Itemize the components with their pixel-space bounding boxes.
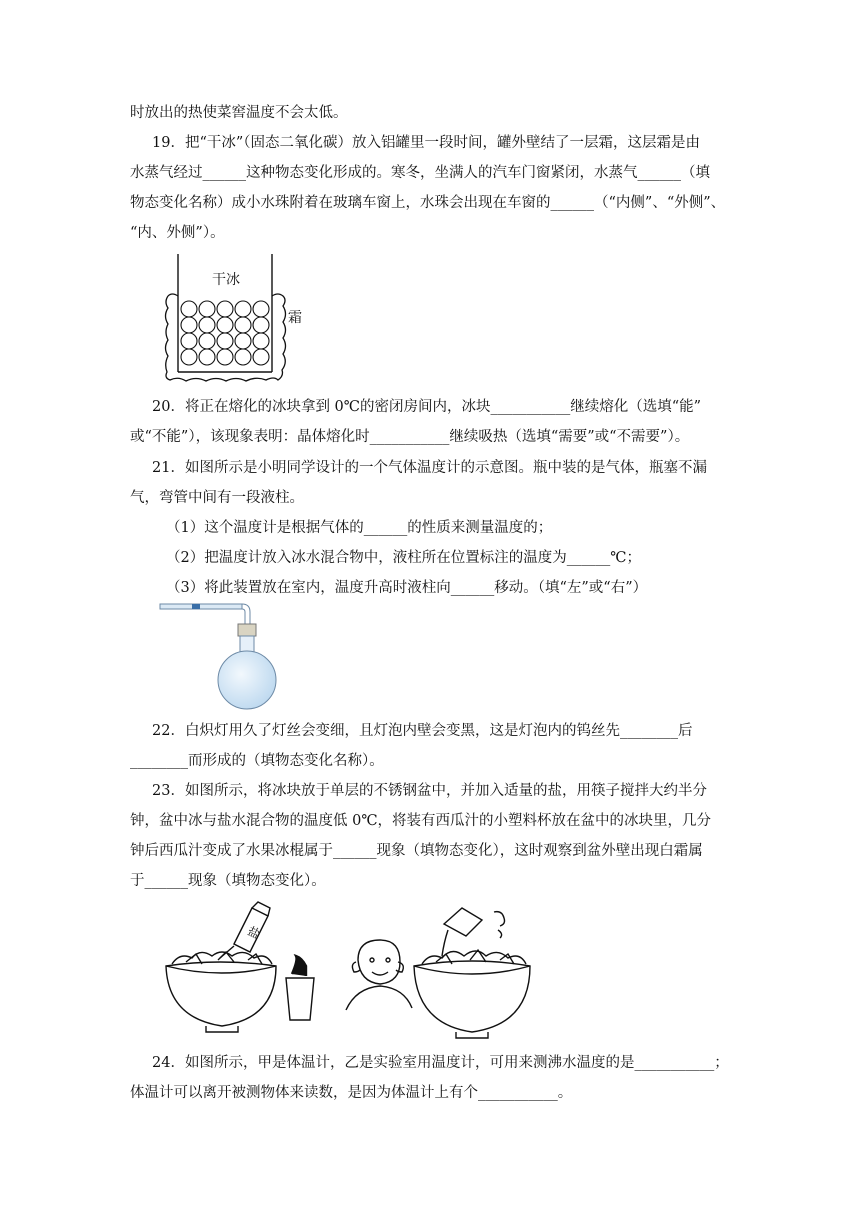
q19-line-4: “内、外侧”）。 [130, 225, 225, 241]
q19-line-2: 水蒸气经过______这种物态变化形成的。寒冬，坐满人的汽车门窗紧闭，水蒸气______（填 [130, 165, 710, 181]
q20-line-1: 20．将正在熔化的冰块拿到 0℃的密闭房间内，冰块___________继续熔化（选填“能” [152, 399, 702, 415]
q19-line-1: 19．把“干冰”（固态二氧化碳）放入铝罐里一段时间，罐外壁结了一层霜，这层霜是由 [152, 135, 701, 151]
q21-line-2: 气，弯管中间有一段液柱。 [130, 490, 304, 506]
q22-line-2: ________而形成的（填物态变化名称）。 [130, 753, 384, 769]
q19-line-3: 物态变化名称）成小水珠附着在玻璃车窗上，水珠会出现在车窗的______（“内侧”、“外侧”、 [130, 195, 726, 211]
dry-ice-can-figure [160, 252, 320, 392]
ice-basin-figure [160, 900, 540, 1040]
salt-label: 盐 [245, 923, 263, 942]
q23-line-2: 钟，盆中冰与盐水混合物的温度低 0℃，将装有西瓜汁的小塑料杯放在盆中的冰块里，几分 [130, 813, 712, 829]
gas-thermometer-figure [158, 600, 298, 712]
q20-line-2: 或“不能”），该现象表明：晶体熔化时___________继续吸热（选填“需要”或“不需要”）。 [130, 429, 690, 445]
q24-line-1: 24．如图所示，甲是体温计，乙是实验室用温度计，可用来测沸水温度的是___________； [152, 1055, 729, 1071]
q23-line-4: 于______现象（填物态变化）。 [130, 873, 326, 889]
dry-ice-label: 干冰 [212, 272, 240, 288]
q24-line-2: 体温计可以离开被测物体来读数，是因为体温计上有个___________。 [130, 1085, 573, 1101]
q21-sub-3: （3）将此装置放在室内，温度升高时液柱向______移动。（填“左”或“右”） [166, 580, 648, 596]
q22-line-1: 22．白炽灯用久了灯丝会变细，且灯泡内壁会变黑，这是灯泡内的钨丝先________后 [152, 723, 693, 739]
q23-line-3: 钟后西瓜汁变成了水果冰棍属于______现象（填物态变化），这时观察到盆外壁出现白霜属 [130, 843, 703, 859]
left-bowl-illustration [166, 952, 276, 1032]
q23-line-1: 23．如图所示，将冰块放于单层的不锈钢盆中，并加入适量的盐，用筷子搅拌大约半分 [152, 783, 707, 799]
juice-cup-illustration [286, 956, 314, 1020]
q21-sub-1: （1）这个温度计是根据气体的______的性质来测量温度的； [166, 520, 553, 536]
q18-tail-text: 时放出的热使菜窖温度不会太低。 [130, 105, 348, 121]
pouring-cup-illustration [442, 908, 505, 956]
salt-bottle-illustration [220, 902, 270, 958]
q21-sub-2: （2）把温度计放入冰水混合物中，液柱所在位置标注的温度为______℃； [166, 550, 641, 566]
right-bowl-illustration [414, 950, 530, 1038]
q21-line-1: 21．如图所示是小明同学设计的一个气体温度计的示意图。瓶中装的是气体，瓶塞不漏 [152, 460, 707, 476]
boy-illustration [346, 940, 412, 1010]
frost-label: 霜 [288, 310, 302, 326]
